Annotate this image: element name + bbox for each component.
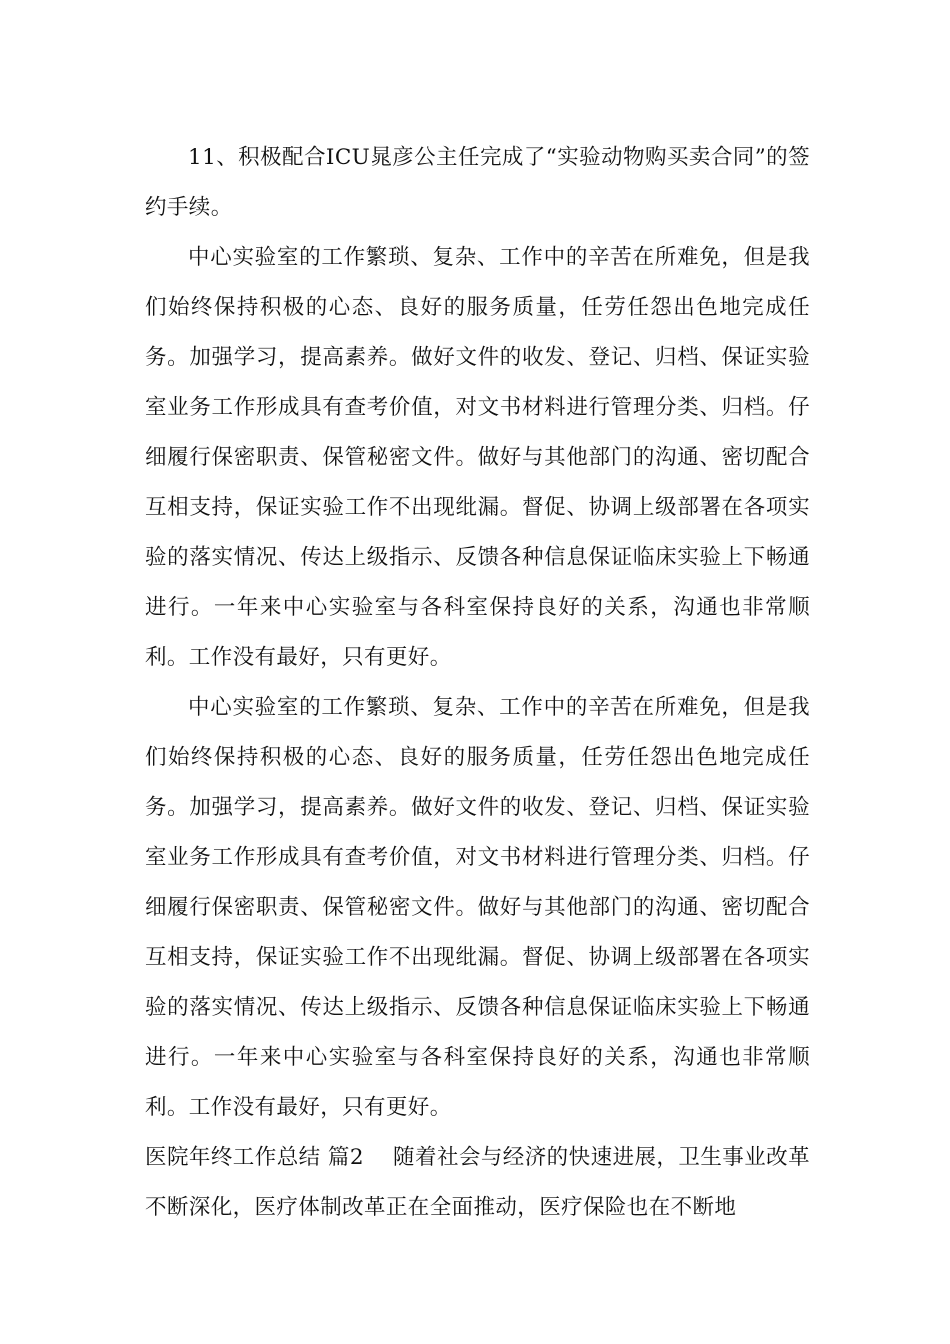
section-paragraph xyxy=(145,1133,810,1233)
paragraph-lab-work-1: 中心实验室的工作繁琐、复杂、工作中的辛苦在所难免，但是我们始终保持积极的心态、良好的服务质量，任劳任怨出色地完成任务。加强学习，提高素养。做好文件的收发、登记、归档、保证实验室业务工作形成具有查考价值，对文书材料进行管理分类、归档。仔细履行保密职责、保管秘密文件。做好与其他部门的沟通、密切配合互相支持，保证实验工作不出现纰漏。督促、协调上级部署在各项实验的落实情况、传达上级指示、反馈各种信息保证临床实验上下畅通进行。一年来中心实验室与各科室保持良好的关系，沟通也非常顺利。工作没有最好，只有更好。 xyxy=(145,245,810,670)
section-text: 随着社会与经济的快速进展，卫生事业改革不断深化，医疗体制改革正在全面推动，医疗保险也在不断地 xyxy=(145,1145,811,1220)
section-heading: 医院年终工作总结 篇2 xyxy=(145,1145,364,1170)
paragraph-lab-work-2: 中心实验室的工作繁琐、复杂、工作中的辛苦在所难免，但是我们始终保持积极的心态、良好的服务质量，任劳任怨出色地完成任务。加强学习，提高素养。做好文件的收发、登记、归档、保证实验室业务工作形成具有查考价值，对文书材料进行管理分类、归档。仔细履行保密职责、保管秘密文件。做好与其他部门的沟通、密切配合互相支持，保证实验工作不出现纰漏。督促、协调上级部署在各项实验的落实情况、传达上级指示、反馈各种信息保证临床实验上下畅通进行。一年来中心实验室与各科室保持良好的关系，沟通也非常顺利。工作没有最好，只有更好。 xyxy=(145,695,810,1120)
document-page xyxy=(145,133,810,1233)
paragraph-contract: 11、积极配合ICU晁彦公主任完成了“实验动物购买卖合同”的签约手续。 xyxy=(145,145,810,220)
heading-gap xyxy=(364,1145,393,1170)
